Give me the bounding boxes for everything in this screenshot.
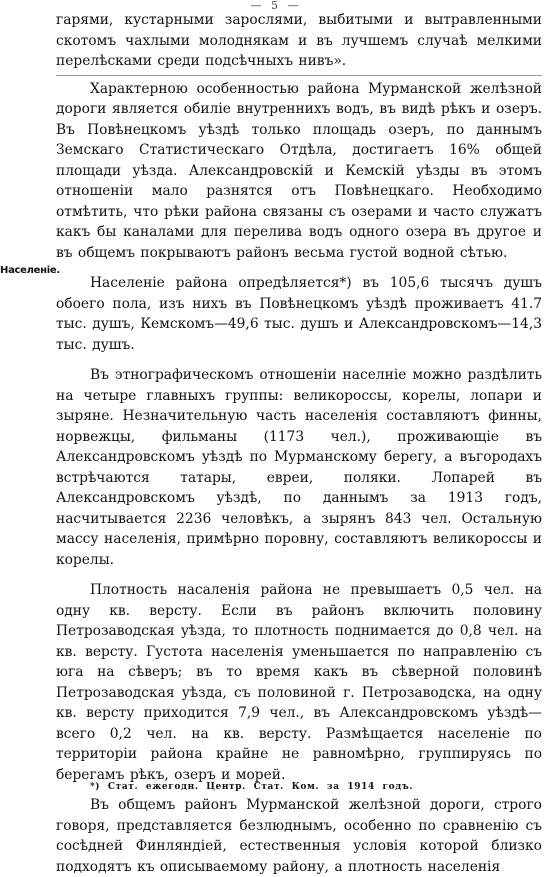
paragraph-6: Въ общемъ районъ Мурманской желѣзной дороги, строго говоря, представляется безлюднымъ, особенно по сравненію съ сосѣдней Финляндіей, естественныя условія которой близко подходятъ къ описываемому району, а плотность населенія [56,797,542,875]
body-text [56,10,542,877]
paragraph-2: Характерною особенностью района Мурманской желѣзной дороги является обиліе внутреннихъ водъ, въ видѣ рѣкъ и озеръ. Въ Повѣнецкомъ уѣздѣ только площадь озеръ, по даннымъ Земскаго Статистическаго Отдѣла, достигаетъ 16% общей площади уѣзда. Александровскій и Кемскій уѣзды въ этомъ отношеніи мало разнятся отъ Повѣнецкаго. Необходимо отмѣтить, что рѣки района связаны съ озерами и часто служатъ какъ бы каналами для перелива водъ одного озера въ другое и въ общемъ покрываютъ районъ весьма густой водной сѣтью. [56,80,542,261]
page-number: — 5 — [250,0,302,12]
paragraph-4: Въ этнографическомъ отношеніи населніе можно раздѣлить на четыре главныхъ группы: великороссы, корелы, лопари и зыряне. Незначительную часть населенія составляютъ финны, норвежцы, фильманы (1173 чел.), проживающіе въ Александровскомъ уѣздѣ по Мурманскому берегу, а въгородахъ встрѣчаются татары, евреи, поляки. Лопарей въ Александровскомъ уѣздѣ, по даннымъ за 1913 годъ, насчитывается 2236 человѣкъ, а зырянъ 843 чел. Остальную массу населенія, примѣрно поровну, составляютъ великороссы и корелы. [56,367,542,568]
section-rule [56,75,542,76]
paragraph-1: гарями, кустарными зарослями, выбитыми и вытравленными скотомъ чахлыми молоднякам и въ лучшемъ случаѣ мелкими перелѣсками среди подсѣчныхъ нивъ». [56,12,542,69]
margin-note-population: Населеніе. [0,265,60,276]
paragraph-5: Плотность насаленія района не превышаетъ 0,5 чел. на одну кв. версту. Если въ районъ включить половину Петрозаводская уѣзда, то плотность поднимается до 0,8 чел. на кв. версту. Густота населенія уменьшается по направленію съ юга на сѣверъ; въ то время какъ въ сѣверной половинѣ Петрозаводская уѣзда, съ половиной г. Петрозаводска, на одну кв. версту приходится 7,9 чел., въ Александровскомъ уѣздѣ—всего 0,2 чел. на кв. версту. Размѣщается населеніе по территоріи района крайне не равномѣрно, группируясь по берегамъ рѣкъ, озеръ и морей. [56,582,542,783]
paragraph-3: Населеніе района опредѣляется*) въ 105,6 тысячъ душъ обоего пола, изъ нихъ въ Повѣнецкомъ уѣздѣ проживаетъ 41.7 тыс. душъ, Кемскомъ—49,6 тыс. душъ и Александровскомъ—14,3 тыс. душъ. [56,275,542,353]
footnote: *) Стат. ежегодн. Центр. Стат. Ком. за 1914 годъ. [90,782,414,792]
